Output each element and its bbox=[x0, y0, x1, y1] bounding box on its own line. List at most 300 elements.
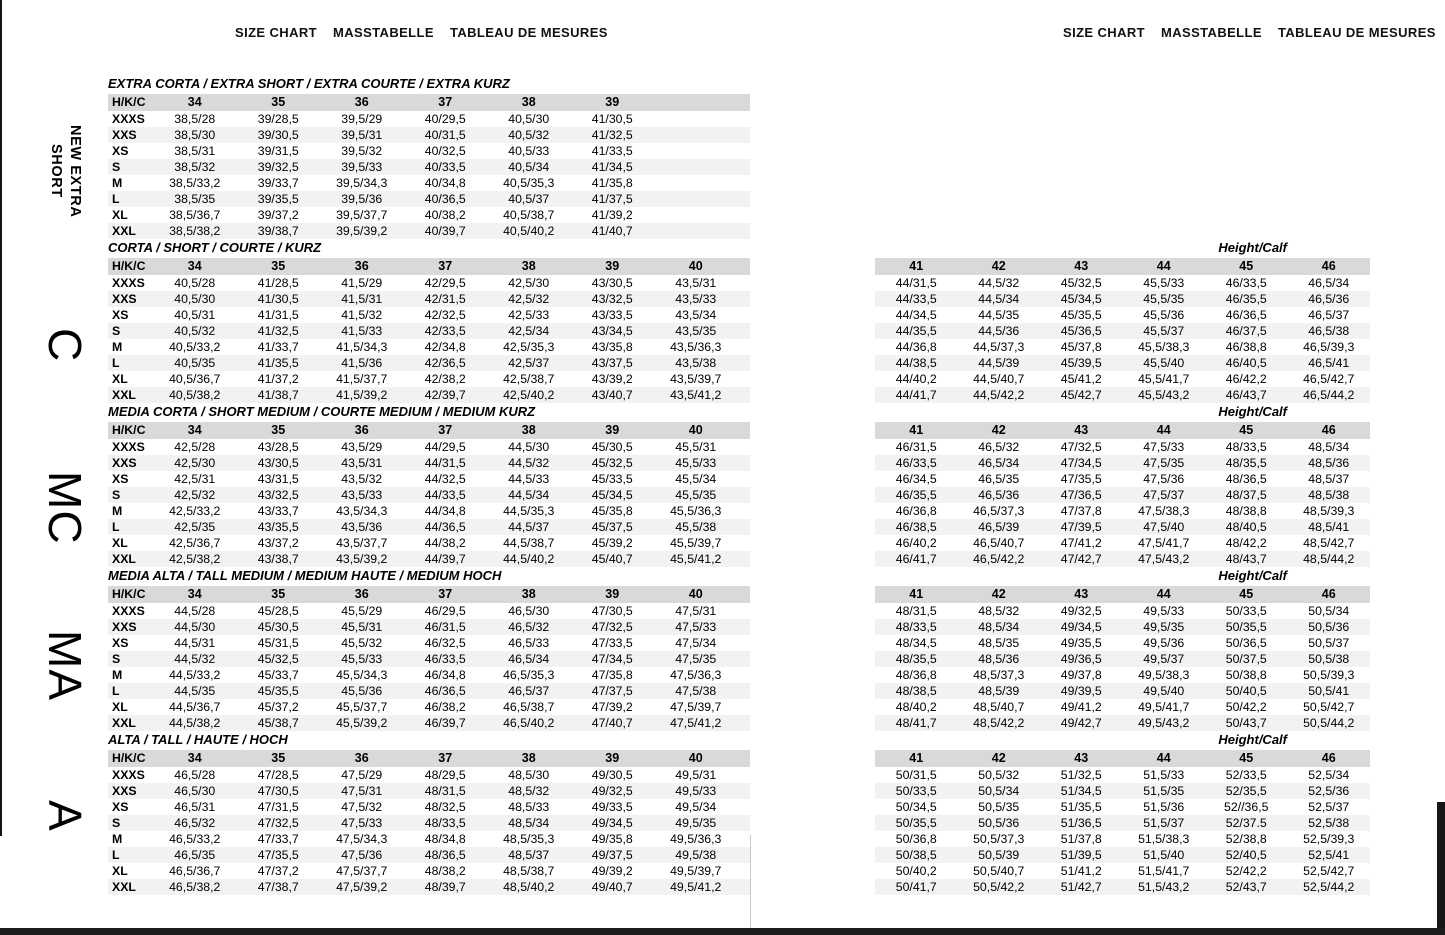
table-cell: 41/32,5 bbox=[591, 128, 633, 142]
table-cell: 46,5/38,7 bbox=[503, 700, 555, 714]
table-cell: 52,5/39,3 bbox=[1303, 832, 1355, 846]
table-cell: 45,5/37,7 bbox=[336, 700, 388, 714]
table-cell: 48,5/33 bbox=[508, 800, 550, 814]
table-cell: 38,5/30 bbox=[174, 128, 216, 142]
table-cell: 50,5/35 bbox=[978, 800, 1020, 814]
section-media-corta-right bbox=[875, 405, 1370, 569]
side-label-new-extra-short bbox=[46, 121, 84, 221]
table-cell: 41,5/31 bbox=[341, 292, 383, 306]
size-table bbox=[875, 422, 1370, 567]
table-cell: 46,5/32 bbox=[978, 440, 1020, 454]
table-cell: 40/38,2 bbox=[424, 208, 466, 222]
table-cell: 47,5/41,2 bbox=[670, 716, 722, 730]
table-cell: 49,5/37 bbox=[1143, 652, 1185, 666]
table-cell: 42,5/30 bbox=[174, 456, 216, 470]
table-cell: 42,5/40,2 bbox=[503, 388, 555, 402]
table-cell: 48,5/40,7 bbox=[973, 700, 1025, 714]
side-label-c: C bbox=[39, 328, 91, 363]
table-row bbox=[875, 439, 1370, 455]
page-header-right bbox=[1063, 25, 1436, 40]
table-row bbox=[875, 603, 1370, 619]
table-cell: 42,5/30 bbox=[508, 276, 550, 290]
table-cell: 45,5/43,2 bbox=[1138, 388, 1190, 402]
size-label: S bbox=[112, 324, 121, 338]
table-cell: 50/43,7 bbox=[1225, 716, 1267, 730]
column-header: 45 bbox=[1239, 588, 1254, 601]
column-header: 46 bbox=[1321, 424, 1336, 437]
table-cell: 45,5/35 bbox=[675, 488, 717, 502]
size-label: XXL bbox=[112, 388, 136, 402]
table-cell: 47/37,8 bbox=[1060, 504, 1102, 518]
page-header-left bbox=[235, 25, 608, 40]
table-cell: 47,5/33 bbox=[1143, 440, 1185, 454]
size-label: XXL bbox=[112, 716, 136, 730]
table-row bbox=[875, 651, 1370, 667]
column-header: 40 bbox=[688, 752, 703, 765]
table-cell: 45,5/35 bbox=[1143, 292, 1185, 306]
table-cell: 44,5/33 bbox=[508, 472, 550, 486]
column-header: 41 bbox=[909, 588, 924, 601]
table-cell: 46,5/34 bbox=[978, 456, 1020, 470]
table-cell: 40,5/32 bbox=[508, 128, 550, 142]
table-cell: 45/31,5 bbox=[257, 636, 299, 650]
table-row bbox=[875, 847, 1370, 863]
table-cell: 40,5/28 bbox=[174, 276, 216, 290]
table-cell: 52,5/34 bbox=[1308, 768, 1350, 782]
table-cell: 41/39,2 bbox=[591, 208, 633, 222]
table-cell: 50/40,5 bbox=[1225, 684, 1267, 698]
table-cell: 46,5/38 bbox=[1308, 324, 1350, 338]
table-cell: 44,5/35 bbox=[978, 308, 1020, 322]
size-label: M bbox=[112, 668, 123, 682]
table-cell: 43,5/31 bbox=[675, 276, 717, 290]
table-cell: 46,5/37,3 bbox=[973, 504, 1025, 518]
table-cell: 42,5/32 bbox=[174, 488, 216, 502]
column-header: 38 bbox=[521, 424, 536, 437]
table-row bbox=[875, 371, 1370, 387]
table-row bbox=[108, 159, 750, 175]
table-cell: 39/35,5 bbox=[257, 192, 299, 206]
table-row bbox=[108, 847, 750, 863]
table-cell: 46,5/36 bbox=[978, 488, 1020, 502]
table-cell: 39,5/31 bbox=[341, 128, 383, 142]
table-cell: 40,5/38,2 bbox=[169, 388, 221, 402]
table-row bbox=[108, 339, 750, 355]
table-cell: 48,5/35 bbox=[978, 636, 1020, 650]
table-cell: 50/38,8 bbox=[1225, 668, 1267, 682]
section-title: MEDIA ALTA / TALL MEDIUM / MEDIUM HAUTE / MEDIUM HOCH bbox=[108, 568, 502, 583]
table-cell: 41/33,7 bbox=[257, 340, 299, 354]
table-cell: 43/33,7 bbox=[257, 504, 299, 518]
table-cell: 49/33,5 bbox=[591, 800, 633, 814]
table-row bbox=[108, 175, 750, 191]
table-cell: 46/37,5 bbox=[1225, 324, 1267, 338]
table-cell: 49/39,5 bbox=[1060, 684, 1102, 698]
column-header: 43 bbox=[1074, 260, 1089, 273]
table-cell: 48,5/40,2 bbox=[503, 880, 555, 894]
table-cell: 47/37,5 bbox=[591, 684, 633, 698]
table-cell: 45/32,5 bbox=[591, 456, 633, 470]
table-cell: 52,5/36 bbox=[1308, 784, 1350, 798]
column-header: 38 bbox=[521, 752, 536, 765]
header-size-chart: SIZE CHART bbox=[235, 25, 317, 40]
section-title: MEDIA CORTA / SHORT MEDIUM / COURTE MEDIUM / MEDIUM KURZ bbox=[108, 404, 536, 419]
table-cell: 45,5/34,3 bbox=[336, 668, 388, 682]
table-cell: 50,5/40,7 bbox=[973, 864, 1025, 878]
table-cell: 41,5/29 bbox=[341, 276, 383, 290]
page-left-edge bbox=[0, 0, 2, 836]
table-cell: 43/38,7 bbox=[257, 552, 299, 566]
table-cell: 48/35,5 bbox=[1225, 456, 1267, 470]
table-cell: 45,5/41,7 bbox=[1138, 372, 1190, 386]
table-cell: 44/31,5 bbox=[424, 456, 466, 470]
column-header: 36 bbox=[354, 260, 369, 273]
table-row bbox=[875, 635, 1370, 651]
table-cell: 46,5/37 bbox=[1308, 308, 1350, 322]
table-cell: 48,5/37 bbox=[508, 848, 550, 862]
table-cell: 45/35,5 bbox=[257, 684, 299, 698]
table-cell: 42,5/28 bbox=[174, 440, 216, 454]
table-cell: 48,5/42,7 bbox=[1303, 536, 1355, 550]
table-cell: 46/33,5 bbox=[424, 652, 466, 666]
table-row bbox=[875, 275, 1370, 291]
table-cell: 46,5/36,7 bbox=[169, 864, 221, 878]
table-cell: 46,5/30 bbox=[174, 784, 216, 798]
table-cell: 40,5/34 bbox=[508, 160, 550, 174]
table-cell: 43,5/32 bbox=[341, 472, 383, 486]
table-cell: 45/33,5 bbox=[591, 472, 633, 486]
table-row bbox=[108, 519, 750, 535]
size-label: M bbox=[112, 504, 123, 518]
table-cell: 45,5/36 bbox=[341, 684, 383, 698]
table-cell: 44,5/30 bbox=[508, 440, 550, 454]
table-cell: 44/34,8 bbox=[424, 504, 466, 518]
table-cell: 45,5/31 bbox=[341, 620, 383, 634]
table-cell: 48/41,7 bbox=[895, 716, 937, 730]
table-cell: 46/33,5 bbox=[895, 456, 937, 470]
table-cell: 51/42,7 bbox=[1060, 880, 1102, 894]
table-cell: 49/34,5 bbox=[591, 816, 633, 830]
table-cell: 50,5/39 bbox=[978, 848, 1020, 862]
row-header-label: H/K/C bbox=[112, 752, 146, 765]
table-cell: 45/37,8 bbox=[1060, 340, 1102, 354]
table-cell: 50/31,5 bbox=[895, 768, 937, 782]
table-cell: 47/36,5 bbox=[1060, 488, 1102, 502]
table-cell: 48,5/38,7 bbox=[503, 864, 555, 878]
table-cell: 45/30,5 bbox=[591, 440, 633, 454]
side-label-line: SHORT bbox=[48, 144, 64, 198]
table-row bbox=[875, 767, 1370, 783]
table-cell: 43/35,5 bbox=[257, 520, 299, 534]
table-cell: 40,5/40,2 bbox=[503, 224, 555, 238]
table-row bbox=[108, 439, 750, 455]
height-calf-label: Height/Calf bbox=[1218, 732, 1287, 747]
side-label-ma: MA bbox=[39, 630, 91, 701]
size-label: XL bbox=[112, 208, 128, 222]
table-cell: 41/37,2 bbox=[257, 372, 299, 386]
height-calf-label: Height/Calf bbox=[1218, 568, 1287, 583]
table-cell: 44/38,2 bbox=[424, 536, 466, 550]
table-row bbox=[108, 699, 750, 715]
table-cell: 44,5/35 bbox=[174, 684, 216, 698]
section-alta bbox=[108, 733, 750, 897]
scrollbar-thumb[interactable] bbox=[1437, 802, 1445, 928]
section-title: CORTA / SHORT / COURTE / KURZ bbox=[108, 240, 322, 255]
table-cell: 48/42,2 bbox=[1225, 536, 1267, 550]
size-table bbox=[875, 750, 1370, 895]
table-cell: 44,5/40,7 bbox=[973, 372, 1025, 386]
table-cell: 44/41,7 bbox=[895, 388, 937, 402]
table-cell: 48,5/34 bbox=[978, 620, 1020, 634]
table-row bbox=[875, 519, 1370, 535]
table-cell: 41/30,5 bbox=[257, 292, 299, 306]
table-cell: 45/39,2 bbox=[591, 536, 633, 550]
table-cell: 49,5/38 bbox=[675, 848, 717, 862]
table-cell: 44/40,2 bbox=[895, 372, 937, 386]
table-cell: 45/34,5 bbox=[1060, 292, 1102, 306]
table-row bbox=[108, 783, 750, 799]
table-cell: 46/34,8 bbox=[424, 668, 466, 682]
table-cell: 50,5/42,2 bbox=[973, 880, 1025, 894]
table-cell: 43,5/36 bbox=[341, 520, 383, 534]
table-cell: 43,5/41,2 bbox=[670, 388, 722, 402]
table-cell: 48,5/32 bbox=[978, 604, 1020, 618]
table-cell: 43,5/37,7 bbox=[336, 536, 388, 550]
table-row bbox=[875, 879, 1370, 895]
table-row bbox=[875, 551, 1370, 567]
column-header: 34 bbox=[187, 752, 202, 765]
table-cell: 48,5/39,3 bbox=[1303, 504, 1355, 518]
table-row bbox=[108, 651, 750, 667]
column-header: 38 bbox=[521, 260, 536, 273]
table-cell: 44,5/31 bbox=[174, 636, 216, 650]
table-cell: 50,5/41 bbox=[1308, 684, 1350, 698]
table-cell: 46,5/35 bbox=[978, 472, 1020, 486]
section-corta-right bbox=[875, 241, 1370, 405]
table-cell: 40,5/36,7 bbox=[169, 372, 221, 386]
size-label: S bbox=[112, 488, 121, 502]
table-cell: 45,5/36,3 bbox=[670, 504, 722, 518]
table-row bbox=[875, 307, 1370, 323]
table-cell: 44,5/34 bbox=[508, 488, 550, 502]
left-sections bbox=[108, 77, 750, 897]
table-cell: 49/34,5 bbox=[1060, 620, 1102, 634]
table-row bbox=[875, 387, 1370, 403]
table-cell: 45,5/38 bbox=[675, 520, 717, 534]
table-cell: 43/32,5 bbox=[591, 292, 633, 306]
table-cell: 46/34,5 bbox=[895, 472, 937, 486]
table-cell: 44/36,8 bbox=[895, 340, 937, 354]
column-header: 42 bbox=[991, 752, 1006, 765]
table-cell: 41,5/36 bbox=[341, 356, 383, 370]
table-cell: 46,5/34 bbox=[1308, 276, 1350, 290]
table-cell: 43,5/29 bbox=[341, 440, 383, 454]
table-cell: 40/33,5 bbox=[424, 160, 466, 174]
table-cell: 44/36,5 bbox=[424, 520, 466, 534]
table-cell: 46,5/33 bbox=[508, 636, 550, 650]
table-cell: 49/37,8 bbox=[1060, 668, 1102, 682]
table-cell: 50,5/32 bbox=[978, 768, 1020, 782]
table-cell: 52/43,7 bbox=[1225, 880, 1267, 894]
table-cell: 49/32,5 bbox=[1060, 604, 1102, 618]
table-row bbox=[108, 667, 750, 683]
column-header: 35 bbox=[271, 424, 286, 437]
table-cell: 48/31,5 bbox=[895, 604, 937, 618]
table-row bbox=[108, 535, 750, 551]
table-cell: 48/43,7 bbox=[1225, 552, 1267, 566]
size-label: XL bbox=[112, 372, 128, 386]
table-header-row bbox=[108, 258, 750, 275]
table-row bbox=[875, 667, 1370, 683]
table-cell: 46,5/32 bbox=[508, 620, 550, 634]
table-row bbox=[108, 619, 750, 635]
table-header-row bbox=[875, 750, 1370, 767]
section-extra-corta-right bbox=[875, 77, 1370, 241]
size-label: XXL bbox=[112, 552, 136, 566]
table-cell: 42,5/37 bbox=[508, 356, 550, 370]
table-cell: 47,5/36 bbox=[341, 848, 383, 862]
column-header: 45 bbox=[1239, 260, 1254, 273]
table-cell: 49,5/31 bbox=[675, 768, 717, 782]
column-header: 35 bbox=[271, 588, 286, 601]
table-cell: 41/33,5 bbox=[591, 144, 633, 158]
table-cell: 39,5/29 bbox=[341, 112, 383, 126]
column-header: 37 bbox=[438, 96, 453, 109]
table-cell: 45,5/37 bbox=[1143, 324, 1185, 338]
size-label: L bbox=[112, 848, 120, 862]
table-cell: 44/38,5 bbox=[895, 356, 937, 370]
column-header: 37 bbox=[438, 752, 453, 765]
column-header: 35 bbox=[271, 260, 286, 273]
table-cell: 45,5/31 bbox=[675, 440, 717, 454]
table-cell: 46/32,5 bbox=[424, 636, 466, 650]
size-table bbox=[108, 750, 750, 895]
table-cell: 40/31,5 bbox=[424, 128, 466, 142]
table-cell: 42,5/35 bbox=[174, 520, 216, 534]
table-cell: 47/39,2 bbox=[591, 700, 633, 714]
table-cell: 51,5/36 bbox=[1143, 800, 1185, 814]
table-cell: 43/30,5 bbox=[257, 456, 299, 470]
table-cell: 49,5/34 bbox=[675, 800, 717, 814]
table-cell: 41,5/33 bbox=[341, 324, 383, 338]
row-header-label: H/K/C bbox=[112, 588, 146, 601]
table-cell: 45/33,7 bbox=[257, 668, 299, 682]
table-cell: 45/34,5 bbox=[591, 488, 633, 502]
size-label: XS bbox=[112, 636, 129, 650]
size-label: XXS bbox=[112, 620, 137, 634]
column-header: 40 bbox=[688, 424, 703, 437]
column-header: 38 bbox=[521, 96, 536, 109]
table-cell: 48/38,8 bbox=[1225, 504, 1267, 518]
table-cell: 49/30,5 bbox=[591, 768, 633, 782]
size-table bbox=[108, 258, 750, 403]
table-cell: 45/42,7 bbox=[1060, 388, 1102, 402]
table-cell: 41/30,5 bbox=[591, 112, 633, 126]
table-cell: 41/28,5 bbox=[257, 276, 299, 290]
table-cell: 45/37,2 bbox=[257, 700, 299, 714]
table-cell: 40,5/35 bbox=[174, 356, 216, 370]
column-header: 46 bbox=[1321, 260, 1336, 273]
table-cell: 47,5/39,7 bbox=[670, 700, 722, 714]
table-cell: 48/37,5 bbox=[1225, 488, 1267, 502]
table-cell: 46,5/31 bbox=[174, 800, 216, 814]
table-cell: 51,5/43,2 bbox=[1138, 880, 1190, 894]
size-label: XXXS bbox=[112, 112, 145, 126]
size-table bbox=[108, 94, 750, 239]
table-cell: 52,5/37 bbox=[1308, 800, 1350, 814]
table-cell: 51/34,5 bbox=[1060, 784, 1102, 798]
table-cell: 44,5/33,2 bbox=[169, 668, 221, 682]
table-cell: 50/42,2 bbox=[1225, 700, 1267, 714]
table-cell: 47,5/29 bbox=[341, 768, 383, 782]
column-header: 36 bbox=[354, 752, 369, 765]
table-cell: 49/35,8 bbox=[591, 832, 633, 846]
column-header: 34 bbox=[187, 424, 202, 437]
size-table bbox=[875, 586, 1370, 731]
table-cell: 42,5/32 bbox=[508, 292, 550, 306]
table-cell: 47/38,7 bbox=[257, 880, 299, 894]
table-cell: 47/33,5 bbox=[591, 636, 633, 650]
table-cell: 39,5/36 bbox=[341, 192, 383, 206]
column-header: 45 bbox=[1239, 752, 1254, 765]
table-cell: 46/31,5 bbox=[895, 440, 937, 454]
table-cell: 38,5/38,2 bbox=[169, 224, 221, 238]
table-cell: 46/36,5 bbox=[1225, 308, 1267, 322]
size-label: XXS bbox=[112, 456, 137, 470]
size-label: XXXS bbox=[112, 768, 145, 782]
table-cell: 48,5/42,2 bbox=[973, 716, 1025, 730]
table-cell: 47/28,5 bbox=[257, 768, 299, 782]
table-cell: 52,5/44,2 bbox=[1303, 880, 1355, 894]
table-cell: 43,5/33 bbox=[341, 488, 383, 502]
table-cell: 48,5/34 bbox=[1308, 440, 1350, 454]
column-header: 39 bbox=[605, 424, 620, 437]
table-cell: 40,5/37 bbox=[508, 192, 550, 206]
column-header: 44 bbox=[1156, 424, 1171, 437]
table-cell: 47,5/32 bbox=[341, 800, 383, 814]
table-cell: 42/31,5 bbox=[424, 292, 466, 306]
table-cell: 46,5/41 bbox=[1308, 356, 1350, 370]
table-row bbox=[108, 207, 750, 223]
table-cell: 45/30,5 bbox=[257, 620, 299, 634]
size-label: XXXS bbox=[112, 276, 145, 290]
table-cell: 41/34,5 bbox=[591, 160, 633, 174]
table-cell: 38,5/31 bbox=[174, 144, 216, 158]
table-cell: 38,5/33,2 bbox=[169, 176, 221, 190]
table-cell: 44,5/38,7 bbox=[503, 536, 555, 550]
table-cell: 45,5/41,2 bbox=[670, 552, 722, 566]
table-cell: 40,5/38,7 bbox=[503, 208, 555, 222]
table-cell: 48,5/41 bbox=[1308, 520, 1350, 534]
table-header-row bbox=[875, 586, 1370, 603]
table-cell: 41,5/32 bbox=[341, 308, 383, 322]
table-cell: 45,5/34 bbox=[675, 472, 717, 486]
table-cell: 50,5/44,2 bbox=[1303, 716, 1355, 730]
table-cell: 49,5/40 bbox=[1143, 684, 1185, 698]
table-cell: 49,5/33 bbox=[1143, 604, 1185, 618]
table-cell: 50/37,5 bbox=[1225, 652, 1267, 666]
table-cell: 50,5/36 bbox=[1308, 620, 1350, 634]
table-cell: 40/34,8 bbox=[424, 176, 466, 190]
table-cell: 50/33,5 bbox=[895, 784, 937, 798]
table-cell: 43,5/33 bbox=[675, 292, 717, 306]
table-cell: 43,5/39,7 bbox=[670, 372, 722, 386]
table-cell: 44,5/38,2 bbox=[169, 716, 221, 730]
table-cell: 46,5/40,7 bbox=[973, 536, 1025, 550]
size-table bbox=[108, 586, 750, 731]
table-cell: 39/33,7 bbox=[257, 176, 299, 190]
table-cell: 46/35,5 bbox=[1225, 292, 1267, 306]
